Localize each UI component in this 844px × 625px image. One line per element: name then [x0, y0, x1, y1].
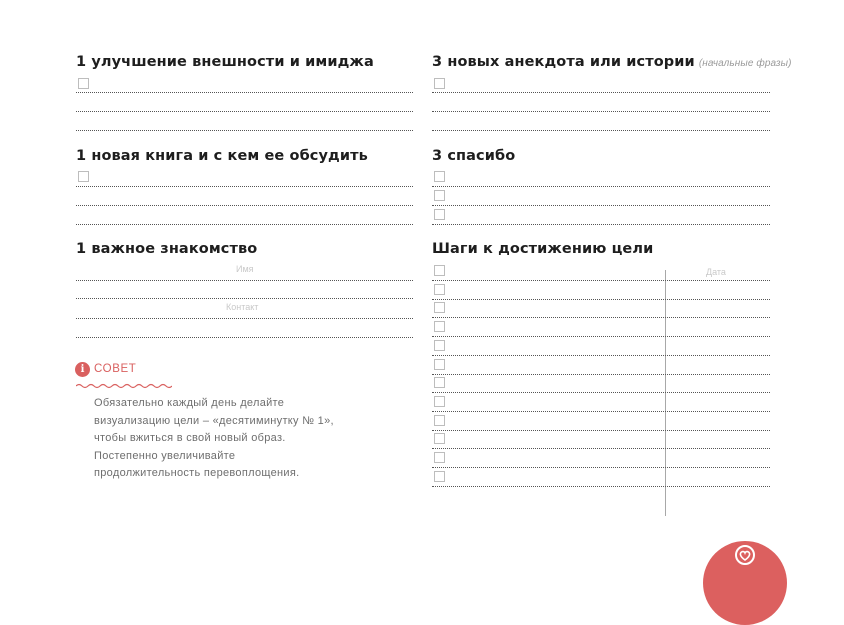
thanks-checkbox-1[interactable]	[434, 171, 445, 182]
acquaintance-name-line[interactable]	[76, 280, 413, 281]
appearance-line-3[interactable]	[76, 130, 413, 131]
appearance-line-1[interactable]	[76, 92, 413, 93]
step-line[interactable]	[432, 448, 770, 449]
step-line[interactable]	[432, 486, 770, 487]
thanks-line-2[interactable]	[432, 205, 770, 206]
tip-line: чтобы вжиться в свой новый образ.	[94, 432, 286, 444]
thanks-line-1[interactable]	[432, 186, 770, 187]
jokes-line-1[interactable]	[432, 92, 770, 93]
step-checkbox[interactable]	[434, 302, 445, 313]
target-heart-logo-icon	[734, 544, 756, 566]
step-checkbox[interactable]	[434, 284, 445, 295]
book-checkbox[interactable]	[78, 171, 89, 182]
step-checkbox[interactable]	[434, 321, 445, 332]
thanks-checkbox-3[interactable]	[434, 209, 445, 220]
tip-title: СОВЕТ	[94, 363, 137, 375]
step-line[interactable]	[432, 411, 770, 412]
tip-line: визуализацию цели – «десятиминутку № 1»,	[94, 414, 334, 427]
tip-body	[94, 395, 334, 483]
step-line[interactable]	[432, 374, 770, 375]
steps-heading: Шаги к достижению цели	[432, 241, 654, 257]
tip-line: Постепенно увеличивайте	[94, 449, 236, 462]
step-line[interactable]	[432, 355, 770, 356]
acquaintance-heading: 1 важное знакомство	[76, 241, 258, 257]
wavy-divider	[76, 382, 172, 390]
book-line-2[interactable]	[76, 205, 413, 206]
book-heading: 1 новая книга и с кем ее обсудить	[76, 148, 368, 164]
acquaintance-line-2[interactable]	[76, 298, 413, 299]
step-checkbox[interactable]	[434, 452, 445, 463]
step-line[interactable]	[432, 336, 770, 337]
acquaintance-contact-line[interactable]	[76, 318, 413, 319]
step-checkbox[interactable]	[434, 265, 445, 276]
jokes-title: 3 новых анекдота или истории	[432, 54, 695, 70]
jokes-heading	[432, 54, 792, 70]
appearance-checkbox[interactable]	[78, 78, 89, 89]
contact-placeholder: Контакт	[226, 302, 259, 312]
tip-line: продолжительность перевоплощения.	[94, 467, 300, 479]
step-checkbox[interactable]	[434, 471, 445, 482]
book-line-1[interactable]	[76, 186, 413, 187]
appearance-line-2[interactable]	[76, 111, 413, 112]
jokes-checkbox[interactable]	[434, 78, 445, 89]
step-checkbox[interactable]	[434, 396, 445, 407]
acquaintance-line-4[interactable]	[76, 337, 413, 338]
step-checkbox[interactable]	[434, 377, 445, 388]
step-line[interactable]	[432, 392, 770, 393]
jokes-line-2[interactable]	[432, 111, 770, 112]
appearance-heading: 1 улучшение внешности и имиджа	[76, 54, 374, 70]
info-icon: i	[75, 362, 90, 377]
thanks-checkbox-2[interactable]	[434, 190, 445, 201]
step-checkbox[interactable]	[434, 359, 445, 370]
thanks-line-3[interactable]	[432, 224, 770, 225]
thanks-heading: 3 спасибо	[432, 148, 516, 164]
jokes-note: (начальные фразы)	[698, 58, 792, 69]
step-line[interactable]	[432, 467, 770, 468]
jokes-line-3[interactable]	[432, 130, 770, 131]
step-checkbox[interactable]	[434, 340, 445, 351]
tip-line: Обязательно каждый день делайте	[94, 397, 285, 409]
step-line[interactable]	[432, 299, 770, 300]
step-line[interactable]	[432, 280, 770, 281]
step-checkbox[interactable]	[434, 433, 445, 444]
step-line[interactable]	[432, 317, 770, 318]
date-label: Дата	[706, 267, 726, 277]
book-line-3[interactable]	[76, 224, 413, 225]
name-placeholder: Имя	[236, 264, 254, 274]
step-checkbox[interactable]	[434, 415, 445, 426]
step-line[interactable]	[432, 430, 770, 431]
